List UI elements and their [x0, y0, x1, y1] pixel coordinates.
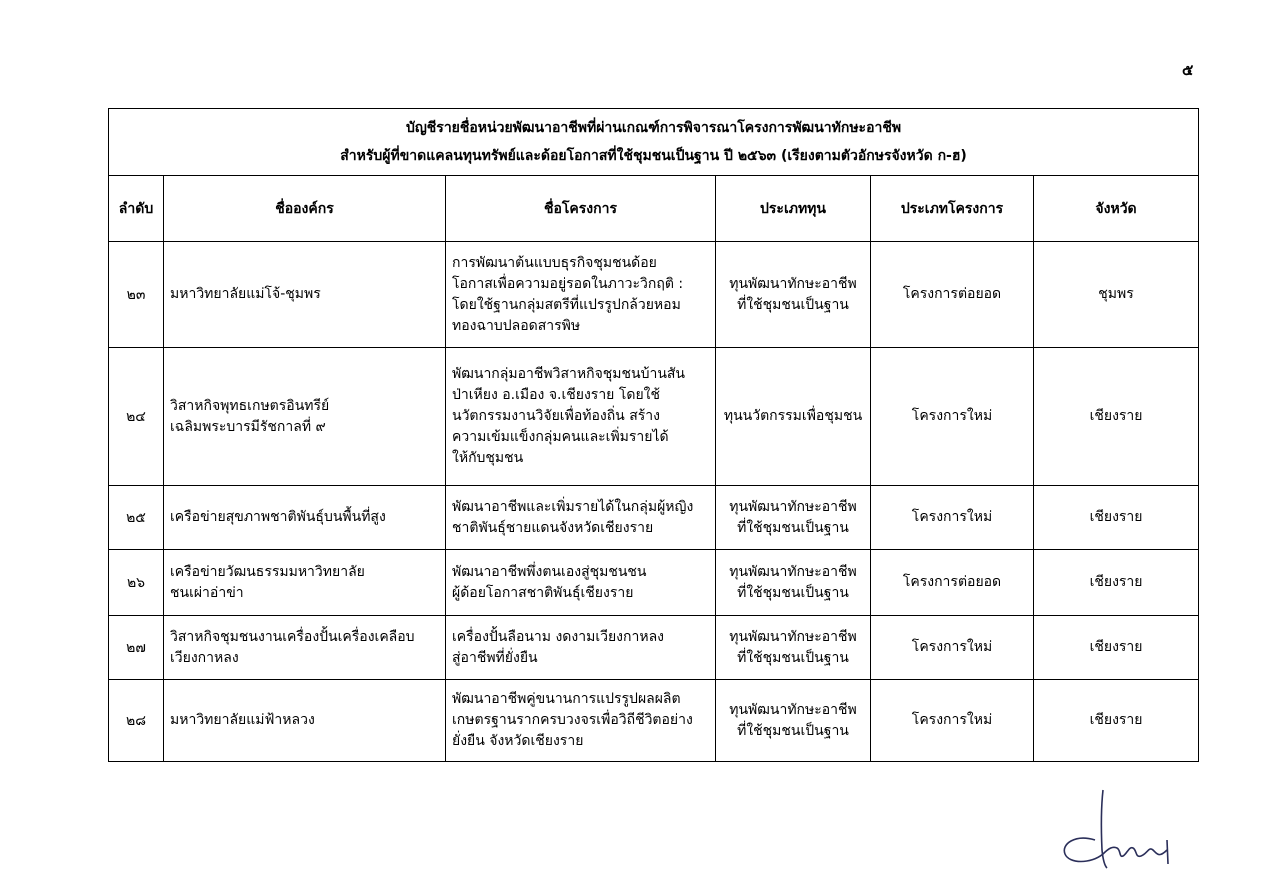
header-org: ชื่อองค์กร — [164, 176, 446, 242]
fund-type — [716, 486, 871, 550]
project-name — [446, 616, 716, 680]
org-name-line: เวียงกาหลง — [170, 649, 239, 666]
project-name-line: ชาติพันธุ์ชายแดนจังหวัดเชียงราย — [452, 519, 654, 536]
org-name-line: มหาวิทยาลัยแม่โจ้-ชุมพร — [170, 286, 321, 302]
project-name-line: ให้กับชุมชน — [452, 450, 524, 466]
table-title-line-2: สำหรับผู้ที่ขาดแคลนทุนทรัพย์และด้อยโอกาสที่ใช้ชุมชนเป็นฐาน ปี ๒๕๖๓ (เรียงตามตัวอักษรจังหวัด ก-ฮ) — [340, 148, 967, 164]
project-type: โครงการต่อยอด — [871, 242, 1034, 348]
province: เชียงราย — [1034, 486, 1199, 550]
fund-type-line: ที่ใช้ชุมชนเป็นฐาน — [737, 722, 849, 739]
org-name — [164, 550, 446, 616]
header-project: ชื่อโครงการ — [446, 176, 716, 242]
project-type: โครงการใหม่ — [871, 348, 1034, 486]
project-name-line: ผู้ด้อยโอกาสชาติพันธุ์เชียงราย — [452, 584, 634, 601]
project-name-line: พัฒนาอาชีพและเพิ่มรายได้ในกลุ่มผู้หญิง — [452, 498, 694, 515]
project-type: โครงการใหม่ — [871, 616, 1034, 680]
org-name-line: ชนเผ่าอ่าข่า — [170, 584, 244, 601]
project-type: โครงการต่อยอด — [871, 550, 1034, 616]
header-province: จังหวัด — [1034, 176, 1199, 242]
table-row — [109, 348, 1199, 486]
table-row — [109, 616, 1199, 680]
header-fund-type: ประเภททุน — [716, 176, 871, 242]
project-name — [446, 486, 716, 550]
project-type: โครงการใหม่ — [871, 486, 1034, 550]
fund-type-line: ทุนนวัตกรรมเพื่อชุมชน — [723, 408, 863, 424]
fund-type — [716, 550, 871, 616]
project-name-line: โดยใช้ฐานกลุ่มสตรีที่แปรรูปกล้วยหอม — [452, 296, 681, 313]
org-name-line: วิสาหกิจชุมชนงานเครื่องปั้นเครื่องเคลือบ — [170, 628, 415, 645]
org-name-line: เฉลิมพระบารมีรัชกาลที่ ๙ — [170, 418, 326, 435]
row-number: ๒๔ — [109, 348, 164, 486]
table-body — [109, 242, 1199, 762]
table-row — [109, 680, 1199, 762]
table-row — [109, 550, 1199, 616]
fund-type-line: ทุนพัฒนาทักษะอาชีพ — [729, 498, 857, 515]
row-number: ๒๓ — [109, 242, 164, 348]
fund-type-line: ที่ใช้ชุมชนเป็นฐาน — [737, 584, 849, 601]
fund-type-line: ทุนพัฒนาทักษะอาชีพ — [729, 563, 857, 580]
province: เชียงราย — [1034, 616, 1199, 680]
fund-type — [716, 242, 871, 348]
project-name-line: ความเข้มแข็งกลุ่มคนและเพิ่มรายได้ — [452, 429, 669, 445]
project-name-line: ยั่งยืน จังหวัดเชียงราย — [452, 733, 584, 749]
project-name-line: พัฒนาอาชีพคู่ขนานการแปรรูปผลผลิต — [452, 691, 681, 707]
fund-type-line: ที่ใช้ชุมชนเป็นฐาน — [737, 649, 849, 666]
fund-type-line: ทุนพัฒนาทักษะอาชีพ — [729, 275, 857, 292]
header-row — [109, 176, 1199, 242]
province: เชียงราย — [1034, 680, 1199, 762]
org-name — [164, 486, 446, 550]
table-row — [109, 242, 1199, 348]
row-number: ๒๗ — [109, 616, 164, 680]
fund-type-line: ที่ใช้ชุมชนเป็นฐาน — [737, 519, 849, 536]
row-number: ๒๕ — [109, 486, 164, 550]
project-name — [446, 242, 716, 348]
project-name — [446, 680, 716, 762]
project-name-line: เกษตรฐานรากครบวงจรเพื่อวิถีชีวิตอย่าง — [452, 712, 693, 728]
table-title-line-1: บัญชีรายชื่อหน่วยพัฒนาอาชีพที่ผ่านเกณฑ์การพิจารณาโครงการพัฒนาทักษะอาชีพ — [405, 120, 902, 136]
province: เชียงราย — [1034, 348, 1199, 486]
fund-type-line: ที่ใช้ชุมชนเป็นฐาน — [737, 296, 849, 313]
org-name — [164, 348, 446, 486]
project-name-line: สู่อาชีพที่ยั่งยืน — [452, 649, 538, 666]
project-name-line: ทองฉาบปลอดสารพิษ — [452, 317, 581, 334]
org-name-line: เครือข่ายวัฒนธรรมมหาวิทยาลัย — [170, 563, 365, 580]
header-project-type: ประเภทโครงการ — [871, 176, 1034, 242]
org-name — [164, 680, 446, 762]
fund-type — [716, 680, 871, 762]
project-name-line: เครื่องปั้นลือนาม งดงามเวียงกาหลง — [452, 628, 664, 645]
province: ชุมพร — [1034, 242, 1199, 348]
approved-units-table — [108, 108, 1199, 762]
org-name-line: มหาวิทยาลัยแม่ฟ้าหลวง — [170, 712, 315, 728]
org-name-line: เครือข่ายสุขภาพชาติพันธุ์บนพื้นที่สูง — [170, 509, 386, 525]
header-no: ลำดับ — [109, 176, 164, 242]
project-name-line: การพัฒนาต้นแบบธุรกิจชุมชนด้อย — [452, 254, 657, 271]
org-name — [164, 242, 446, 348]
project-name — [446, 550, 716, 616]
fund-type — [716, 348, 871, 486]
project-name-line: โอกาสเพื่อความอยู่รอดในภาวะวิกฤติ : — [452, 275, 684, 292]
page-number: ๕ — [1182, 61, 1194, 79]
table-title — [109, 109, 1199, 176]
project-name-line: ป่าเหียง อ.เมือง จ.เชียงราย โดยใช้ — [452, 387, 660, 403]
project-name-line: พัฒนาอาชีพพึ่งตนเองสู่ชุมชนชน — [452, 563, 647, 580]
row-number: ๒๘ — [109, 680, 164, 762]
row-number: ๒๖ — [109, 550, 164, 616]
fund-type — [716, 616, 871, 680]
table-row — [109, 486, 1199, 550]
project-name-line: พัฒนากลุ่มอาชีพวิสาหกิจชุมชนบ้านสัน — [452, 366, 686, 382]
org-name-line: วิสาหกิจพุทธเกษตรอินทรีย์ — [170, 397, 330, 414]
fund-type-line: ทุนพัฒนาทักษะอาชีพ — [729, 628, 857, 645]
signature-image — [1055, 788, 1175, 872]
project-name — [446, 348, 716, 486]
project-type: โครงการใหม่ — [871, 680, 1034, 762]
project-name-line: นวัตกรรมงานวิจัยเพื่อท้องถิ่น สร้าง — [452, 408, 660, 424]
fund-type-line: ทุนพัฒนาทักษะอาชีพ — [729, 701, 857, 718]
province: เชียงราย — [1034, 550, 1199, 616]
org-name — [164, 616, 446, 680]
